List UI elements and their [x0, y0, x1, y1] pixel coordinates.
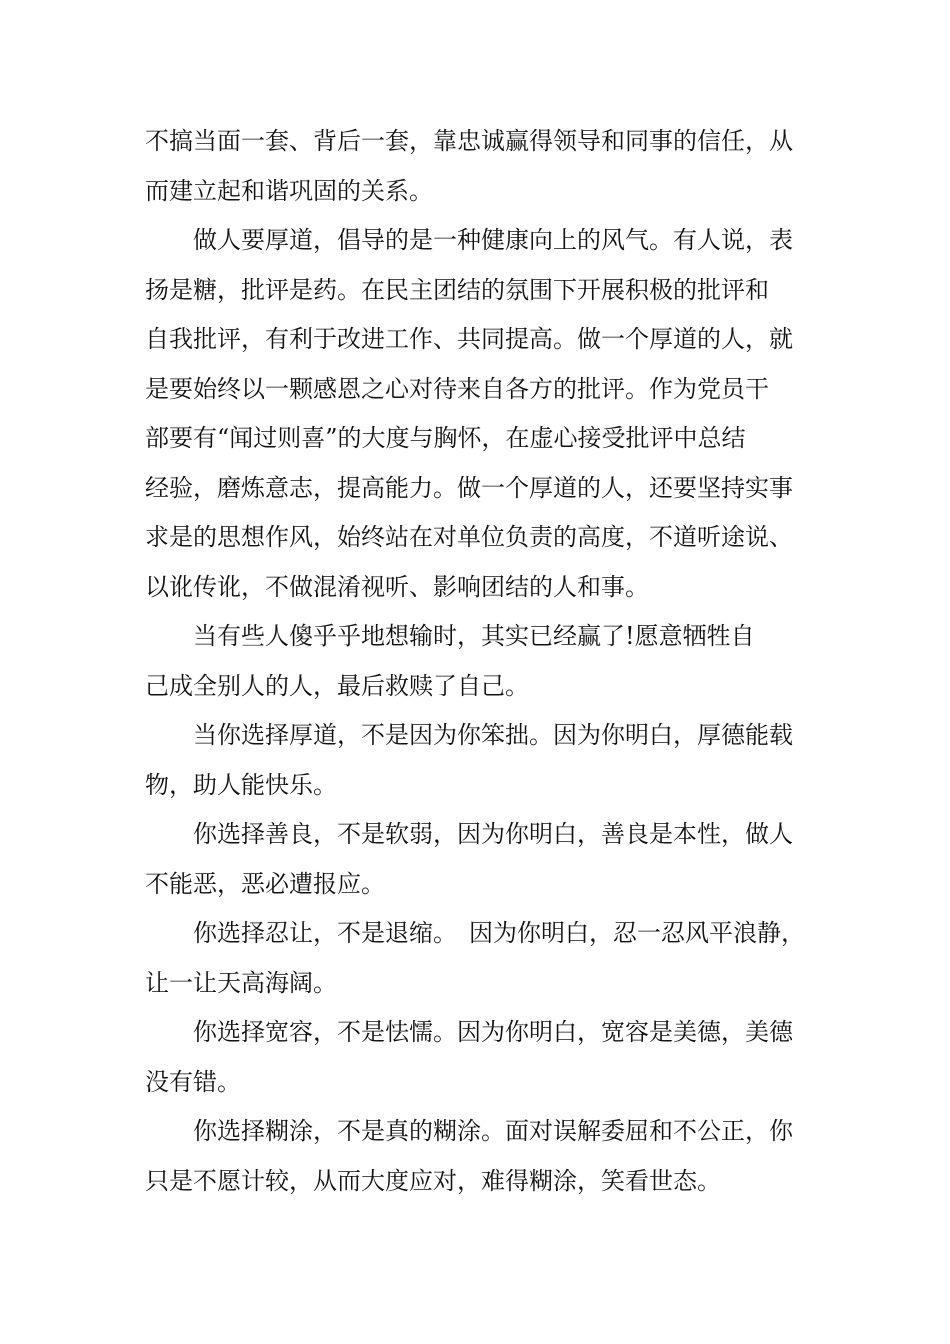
text-line: 没有错。 — [145, 1067, 241, 1096]
text-line: 物，助人能快乐。 — [145, 770, 337, 799]
text-line: 求是的思想作风，始终站在对单位负责的高度，不道听途说、 — [145, 523, 793, 551]
text-line: 当有些人傻乎乎地想输时，其实已经赢了!愿意牺牲自 — [193, 622, 755, 650]
text-line: 己成全别人的人，最后救赎了自己。 — [145, 671, 529, 700]
text-line: 不能恶，恶必遭报应。 — [145, 869, 385, 898]
text-line: 不搞当面一套、背后一套，靠忠诚赢得领导和同事的信任，从 — [145, 127, 793, 155]
text-line: 扬是糖，批评是药。在民主团结的氛围下开展积极的批评和 — [145, 275, 769, 304]
text-line: 以讹传讹，不做混淆视听、影响团结的人和事。 — [145, 572, 649, 601]
text-line: 让一让天高海阔。 — [145, 968, 337, 997]
text-line: 你选择忍让，不是退缩。 因为你明白，忍一忍风平浪静， — [193, 919, 805, 947]
text-line: 当你选择厚道，不是因为你笨拙。因为你明白，厚德能载 — [193, 721, 793, 749]
text-line: 你选择宽容，不是怯懦。因为你明白，宽容是美德，美德 — [193, 1018, 793, 1046]
text-line: 经验，磨炼意志，提高能力。做一个厚道的人，还要坚持实事 — [145, 473, 793, 502]
text-line: 你选择糊涂，不是真的糊涂。面对误解委屈和不公正，你 — [193, 1117, 793, 1145]
body-text — [145, 117, 813, 1206]
text-line: 你选择善良，不是软弱，因为你明白，善良是本性，做人 — [193, 820, 793, 848]
text-line: 而建立起和谐巩固的关系。 — [145, 176, 433, 205]
text-line: 自我批评，有利于改进工作、共同提高。做一个厚道的人，就 — [145, 325, 793, 353]
text-line: 是要始终以一颗感恩之心对待来自各方的批评。作为党员干 — [145, 374, 769, 403]
text-line: 只是不愿计较，从而大度应对，难得糊涂，笑看世态。 — [145, 1166, 721, 1195]
text-line: 做人要厚道，倡导的是一种健康向上的风气。有人说，表 — [193, 226, 793, 254]
text-line: 部要有“闻过则喜”的大度与胸怀，在虚心接受批评中总结 — [145, 424, 746, 452]
